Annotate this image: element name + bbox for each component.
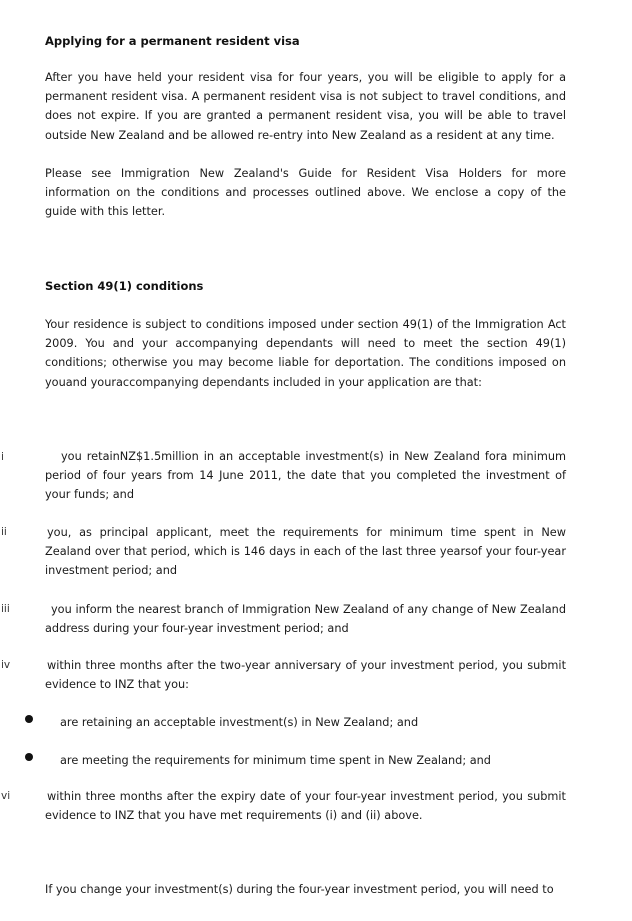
condition-text-vi: within three months after the expiry date of your four-year investment period, you submit evidence to INZ that you have met requirements (i) and (ii) above.	[45, 790, 566, 823]
section-heading-49-1-conditions: Section 49(1) conditions	[45, 279, 204, 293]
paragraph-conditions-intro: Your residence is subject to conditions imposed under section 49(1) of the Immigration Act 2009. You and your accompanying dependants will need to meet the section 49(1) conditions; otherwise you may become liable for deportation. The conditions imposed on youand youraccompanying dependants included in your application are that:	[45, 318, 566, 389]
condition-marker-iv: iv	[1, 659, 11, 671]
section-heading-permanent-resident: Applying for a permanent resident visa	[45, 34, 300, 48]
condition-marker-iii: iii	[1, 603, 10, 615]
condition-text-iii: you inform the nearest branch of Immigration New Zealand of any change of New Zealand address during your four-year investment period; and	[45, 603, 566, 636]
bullet-dot	[25, 715, 33, 723]
bullet-item-investment: are retaining an acceptable investment(s) in New Zealand; and	[60, 716, 419, 729]
paragraph-eligibility: After you have held your resident visa for four years, you will be eligible to apply for a permanent resident visa. A permanent resident visa is not subject to travel conditions, and does not expire. If you are granted a permanent resident visa, you will be able to travel outside New Zealand and be allowed re-entry into New Zealand as a resident at any time.	[45, 71, 566, 142]
condition-marker-ii: ii	[1, 526, 7, 538]
condition-text-ii: you, as principal applicant, meet the requirements for minimum time spent in New Zealand over that period, which is 146 days in each of the last three yearsof your four-year investment period; and	[45, 526, 566, 578]
paragraph-guide-reference: Please see Immigration New Zealand's Guide for Resident Visa Holders for more information on the conditions and processes outlined above. We enclose a copy of the guide with this letter.	[45, 167, 566, 219]
condition-marker-i: i	[1, 451, 4, 463]
condition-text-iv: within three months after the two-year anniversary of your investment period, you submit evidence to INZ that you:	[45, 659, 566, 692]
bullet-dot	[25, 753, 33, 761]
condition-text-i: you retainNZ$1.5million in an acceptable investment(s) in New Zealand fora minimum period of four years from 14 June 2011, the date that you completed the investment of your funds; and	[45, 450, 566, 502]
paragraph-investment-change: If you change your investment(s) during the four-year investment period, you will need to	[45, 883, 554, 896]
bullet-item-time-spent: are meeting the requirements for minimum time spent in New Zealand; and	[60, 754, 491, 767]
condition-marker-vi: vi	[1, 790, 11, 802]
